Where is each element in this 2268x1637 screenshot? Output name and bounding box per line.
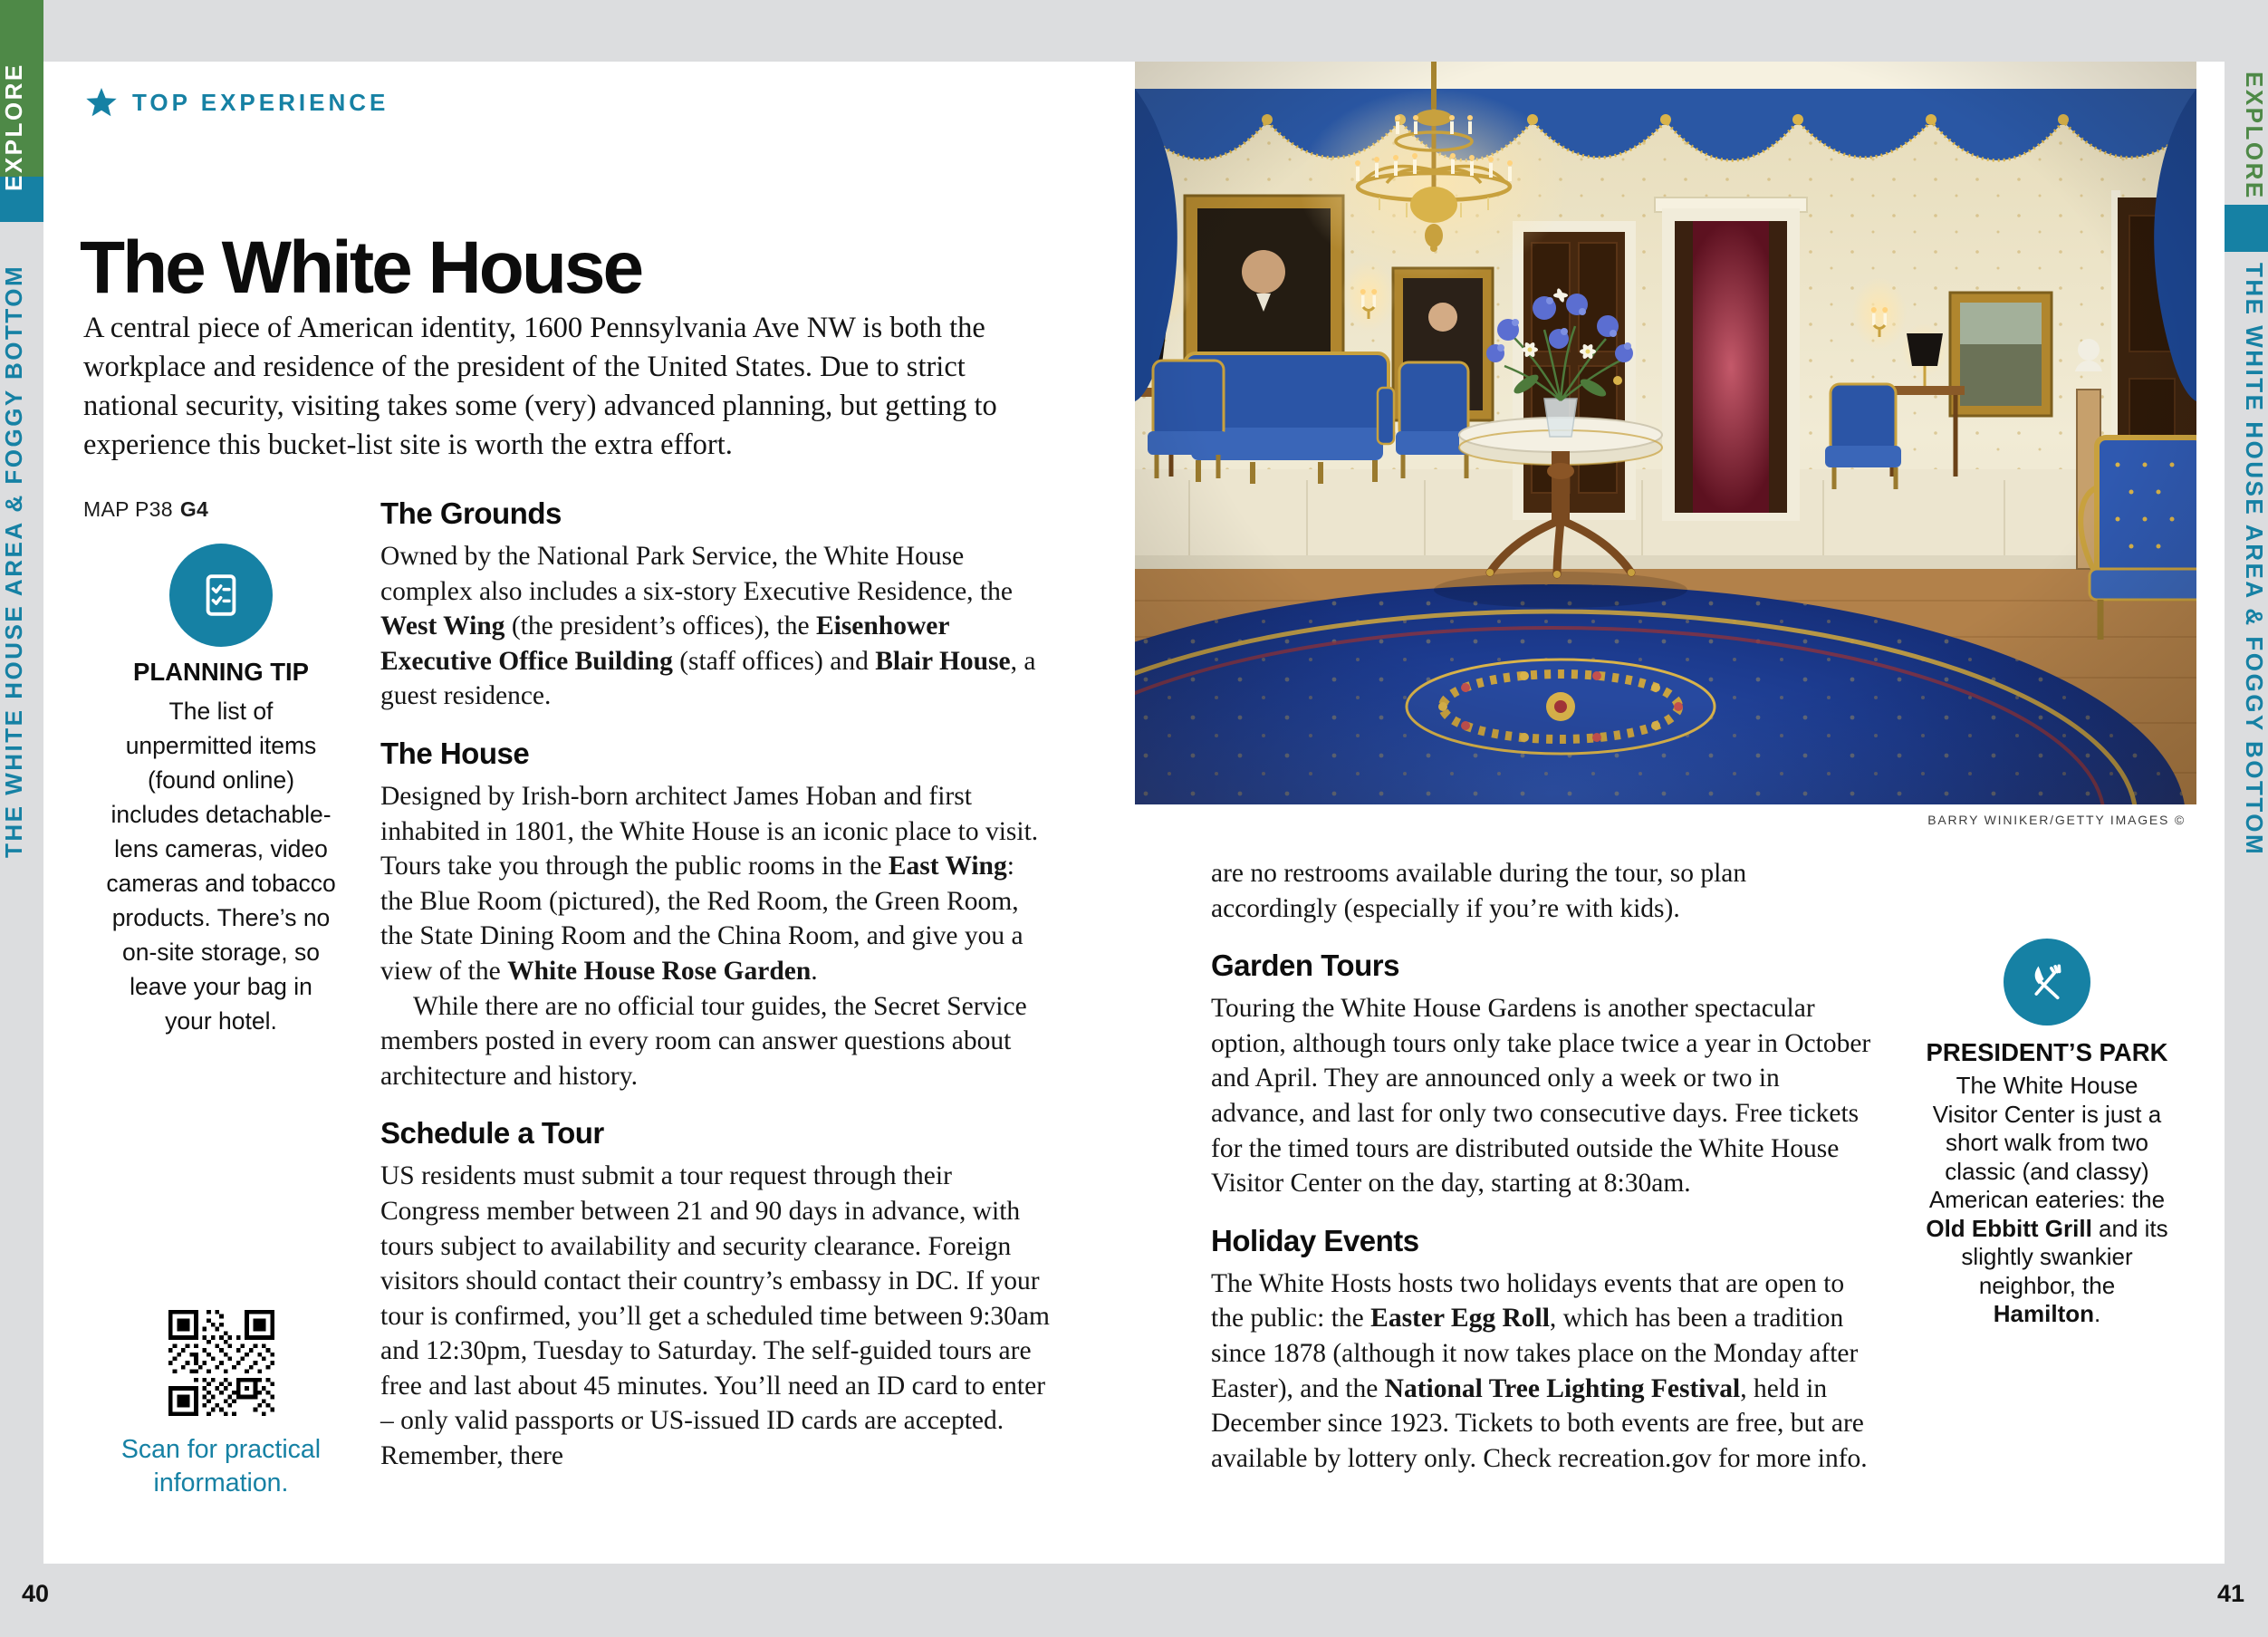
fork-knife-icon xyxy=(2004,939,2090,1026)
presidents-park-body: The White House Visitor Center is just a short walk from two classic (and classy) American eateries: the Old Ebbitt Grill and its slightly swankier neighbor, the Hamilton. xyxy=(1926,1072,2168,1327)
section-heading: Schedule a Tour xyxy=(380,1116,604,1151)
right-strip-section-label: THE WHITE HOUSE AREA & FOGGY BOTTOM xyxy=(2241,263,2268,857)
star-icon xyxy=(85,87,118,118)
section-heading: The House xyxy=(380,736,530,770)
left-strip-section-label: THE WHITE HOUSE AREA & FOGGY BOTTOM xyxy=(0,264,27,858)
body-paragraph: Owned by the National Park Service, the White House complex also includes a six-story Executive Residence, the West Wing (the president’s offices), the Eisenhower Executive Office Building (staff offices) and Blair House, a guest residence. xyxy=(380,542,1036,711)
map-reference xyxy=(83,497,208,522)
blue-room-photo xyxy=(1135,62,2196,804)
planning-tip-body: The list of unpermitted items (found online) includes detachable-lens cameras, video cameras and tobacco products. There’s no on-site storage, so leave your bag in your hotel. xyxy=(106,698,336,1035)
body-paragraph: Designed by Irish-born architect James Hoban and first inhabited in 1801, the White House is an iconic place to visit. Tours take you through the public rooms in the East Wing: the Blue Room (pictured), the Red Room, the Green Room, the State Dining Room and the China Room, and give you a view of the White House Rose Garden. xyxy=(380,781,1039,986)
right-strip-explore-label: EXPLORE xyxy=(2241,72,2268,200)
intro-paragraph: A central piece of American identity, 1600 Pennsylvania Ave NW is both the workplace and residence of the president of the United States. Due to strict national security, visiting takes some (very) advanced planning, but getting to experience this bucket-list site is worth the extra effort. xyxy=(83,311,997,461)
planning-tip-sidebar xyxy=(103,544,339,1038)
right-strip-teal-block xyxy=(2225,205,2268,252)
checklist-icon xyxy=(169,544,273,647)
map-ref-grid: G4 xyxy=(179,497,209,521)
page-number-left: 40 xyxy=(22,1580,50,1607)
section-heading: Holiday Events xyxy=(1211,1223,1419,1257)
page-title: The White House xyxy=(80,226,642,309)
body-paragraph: Touring the White House Gardens is another spectacular option, although tours only take place twice a year in October and April. They are announced only a week or two in advance, and last for only two consecutive days. Free tickets for the timed tours are distributed outside the White House Visitor Center on the day, starting at 8:30am. xyxy=(1211,994,1871,1199)
photo-credit: BARRY WINIKER/GETTY IMAGES © xyxy=(1927,813,2186,827)
right-main-column xyxy=(1211,856,1877,1476)
map-ref-label: MAP P38 xyxy=(83,497,173,521)
qr-caption: Scan for practical information. xyxy=(120,1435,322,1497)
kicker-label: TOP EXPERIENCE xyxy=(132,88,389,116)
top-experience-kicker xyxy=(85,87,389,118)
body-paragraph: US residents must submit a tour request through their Congress member between 21 and 90 days in advance, with tours subject to availability and security clearance. Foreign visitors should contact their country’s embassy in DC. If your tour is confirmed, you’ll get a scheduled time between 9:30am and 12:30pm, Tuesday to Saturday. The self-guided tours are free and last about 45 minutes. You’ll need an ID card to enter – only valid passports or US-issued ID cards are accepted. Remember, there xyxy=(380,1161,1050,1471)
presidents-park-sidebar xyxy=(1925,939,2169,1329)
qr-code xyxy=(168,1310,274,1416)
presidents-park-title: PRESIDENT’S PARK xyxy=(1926,1038,2168,1066)
section-heading: The Grounds xyxy=(380,496,562,530)
planning-tip-title: PLANNING TIP xyxy=(132,658,310,686)
body-paragraph: While there are no official tour guides, the Secret Service members posted in every room can answer questions about architecture and history. xyxy=(380,991,1027,1091)
left-main-column xyxy=(380,497,1051,1474)
left-strip-explore-label: EXPLORE xyxy=(0,63,27,191)
section-heading: Garden Tours xyxy=(1211,948,1399,983)
page-number-right: 41 xyxy=(2216,1580,2244,1607)
body-paragraph: are no restrooms available during the tour, so plan accordingly (especially if you’re with kids). xyxy=(1211,859,1747,923)
body-paragraph: The White Hosts hosts two holidays events that are open to the public: the Easter Egg Roll, which has been a tradition since 1878 (although it now takes place on the Monday after Easter), and the National Tree Lighting Festival, held in December since 1923. Tickets to both events are free, but are available by lottery only. Check recreation.gov for more info. xyxy=(1211,1268,1868,1473)
